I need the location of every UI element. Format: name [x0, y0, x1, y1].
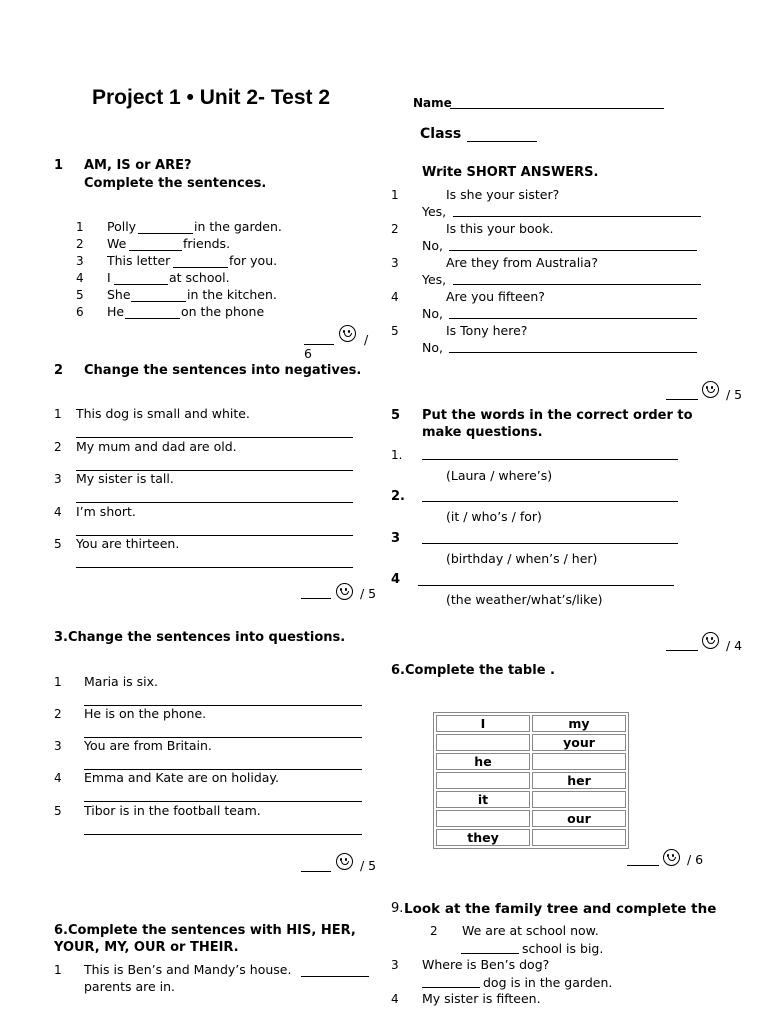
ex2-answer-2[interactable]	[76, 456, 353, 471]
table-cell[interactable]: your	[532, 734, 626, 751]
ex2-number: 2	[54, 363, 64, 378]
ex1-blank-5[interactable]	[131, 287, 186, 302]
ex2-heading: Change the sentences into negatives.	[84, 363, 362, 378]
table-row	[436, 753, 626, 770]
ex3-heading: 3.Change the sentences into questions.	[54, 630, 346, 645]
ex1-blank-2[interactable]	[129, 236, 182, 251]
ex4-score: / 5	[726, 387, 743, 402]
ex3-score-input[interactable]	[301, 857, 331, 872]
name-input[interactable]	[450, 94, 664, 109]
ex5-score: / 4	[726, 638, 743, 653]
ex4-answer-1[interactable]	[453, 202, 701, 217]
ex9-number: 9.	[391, 901, 404, 916]
class-label: Class	[420, 126, 462, 142]
page-title: Project 1 • Unit 2- Test 2	[92, 86, 331, 109]
ex3-answer-1[interactable]	[84, 691, 362, 706]
ex1-number: 1	[54, 158, 64, 173]
ex1-score-total: 6	[304, 346, 312, 361]
table-row	[436, 810, 626, 827]
table-cell[interactable]: they	[436, 829, 530, 846]
smiley-face-icon	[339, 325, 356, 342]
table-cell[interactable]: our	[532, 810, 626, 827]
ex5-heading-line2: make questions.	[422, 425, 543, 440]
smiley-face-icon	[663, 849, 680, 866]
smiley-face-icon	[702, 632, 719, 649]
ex1-score-slash: /	[364, 332, 369, 347]
ex3-answer-2[interactable]	[84, 723, 362, 738]
table-cell[interactable]	[532, 829, 626, 846]
smiley-face-icon	[336, 853, 353, 870]
ex9-blank-2[interactable]	[461, 939, 519, 954]
ex1-blank-4[interactable]	[114, 270, 168, 285]
ex6a-heading-line1: 6.Complete the sentences with HIS, HER,	[54, 923, 356, 938]
ex5-answer-1[interactable]	[422, 445, 678, 460]
table-row	[436, 772, 626, 789]
ex4-answer-3[interactable]	[453, 270, 701, 285]
ex4-answer-2[interactable]	[449, 236, 697, 251]
ex9-heading: Look at the family tree and complete the	[404, 901, 717, 917]
ex6b-heading: 6.Complete the table .	[391, 663, 555, 678]
ex6a-heading-line2: YOUR, MY, OUR or THEIR.	[54, 940, 239, 955]
ex1-heading: AM, IS or ARE?	[84, 158, 192, 173]
smiley-face-icon	[336, 583, 353, 600]
ex2-score-input[interactable]	[301, 584, 331, 599]
table-cell[interactable]	[436, 772, 530, 789]
ex5-heading-line1: Put the words in the correct order to	[422, 408, 693, 423]
ex2-answer-1[interactable]	[76, 423, 353, 438]
ex4-heading: Write SHORT ANSWERS.	[422, 165, 599, 180]
ex3-score: / 5	[360, 858, 377, 873]
pronoun-table	[433, 712, 629, 849]
ex2-score: / 5	[360, 586, 377, 601]
ex1-score-input[interactable]	[304, 330, 334, 345]
table-row	[436, 829, 626, 846]
table-row	[436, 791, 626, 808]
ex1-instruction: Complete the sentences.	[84, 176, 267, 191]
ex5-answer-3[interactable]	[422, 529, 678, 544]
table-cell[interactable]	[436, 810, 530, 827]
ex4-score-input[interactable]	[666, 385, 698, 400]
table-row	[436, 734, 626, 751]
ex1-blank-1[interactable]	[138, 219, 193, 234]
smiley-face-icon	[702, 381, 719, 398]
table-cell[interactable]	[532, 753, 626, 770]
ex3-answer-5[interactable]	[84, 820, 362, 835]
table-cell[interactable]: it	[436, 791, 530, 808]
ex3-answer-4[interactable]	[84, 787, 362, 802]
ex5-answer-2[interactable]	[422, 487, 678, 502]
ex4-answer-5[interactable]	[449, 338, 697, 353]
ex5-number: 5	[391, 408, 401, 423]
ex6a-blank-1[interactable]	[301, 962, 369, 977]
ex6b-score: / 6	[687, 852, 704, 867]
ex5-score-input[interactable]	[666, 636, 698, 651]
table-cell[interactable]	[532, 791, 626, 808]
ex2-answer-5[interactable]	[76, 553, 353, 568]
table-cell[interactable]: her	[532, 772, 626, 789]
name-label: Name	[413, 96, 452, 110]
class-input[interactable]	[467, 127, 537, 142]
ex4-answer-4[interactable]	[449, 304, 697, 319]
ex9-blank-3[interactable]	[422, 973, 480, 988]
ex5-answer-4[interactable]	[418, 571, 674, 586]
ex1-blank-6[interactable]	[125, 304, 180, 319]
table-cell[interactable]: my	[532, 715, 626, 732]
table-cell[interactable]: he	[436, 753, 530, 770]
ex2-answer-3[interactable]	[76, 488, 353, 503]
table-row	[436, 715, 626, 732]
ex2-answer-4[interactable]	[76, 521, 353, 536]
table-cell[interactable]	[436, 734, 530, 751]
ex3-answer-3[interactable]	[84, 755, 362, 770]
table-cell[interactable]: I	[436, 715, 530, 732]
ex1-blank-3[interactable]	[173, 253, 228, 268]
ex6b-score-input[interactable]	[627, 851, 659, 866]
